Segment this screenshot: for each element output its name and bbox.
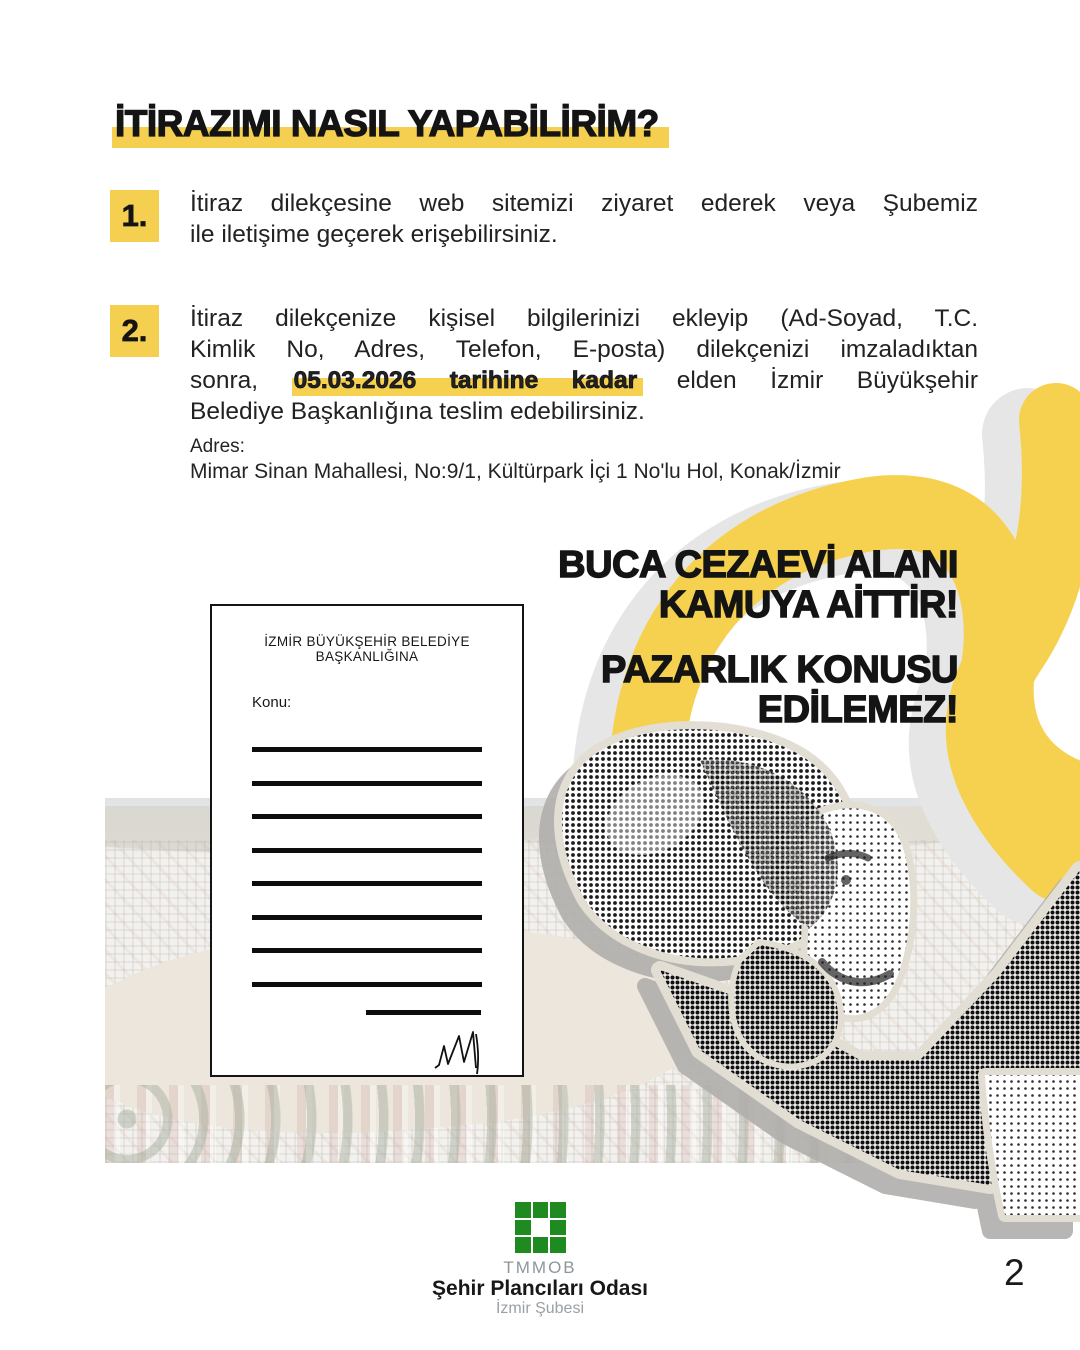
org-name: Şehir Plancıları Odası: [432, 1277, 648, 1300]
petition-signature-line: [366, 1010, 481, 1015]
slogan-line-1: BUCA CEZAEVİ ALANI: [558, 544, 958, 586]
address-value: Mimar Sinan Mahallesi, No:9/1, Kültürpark İçi 1 No'lu Hol, Konak/İzmir: [190, 460, 841, 483]
petition-line: [252, 915, 482, 920]
petition-document: [210, 604, 524, 1077]
petition-line: [252, 814, 482, 819]
petition-line: [252, 881, 482, 886]
address-label: Adres:: [190, 436, 245, 457]
signature-icon: [432, 1028, 484, 1076]
step-1-number-badge: 1.: [110, 190, 159, 242]
slogan-line-4: EDİLEMEZ!: [757, 689, 958, 731]
petition-line: [252, 848, 482, 853]
slogan-line-2: KAMUYA AİTTİR!: [658, 584, 958, 626]
petition-writing-lines: [252, 747, 482, 987]
step-1-text: İtiraz dilekçesine web sitemizi ziyaret ederek veya Şubemiz ile iletişime geçerek erişebilirsiniz.: [190, 190, 978, 248]
petition-line: [252, 747, 482, 752]
person-sleeve: [985, 1075, 1080, 1215]
org-branch: İzmir Şubesi: [495, 1300, 585, 1317]
step-2-number-badge: 2.: [110, 305, 159, 357]
highlighted-deadline: 05.03.2026 tarihine kadar: [292, 367, 644, 396]
petition-line: [252, 781, 482, 786]
petition-line: [252, 948, 482, 953]
slogan-line-3: PAZARLIK KONUSU: [600, 649, 958, 691]
petition-header: İZMİR BÜYÜKŞEHİR BELEDİYE BAŞKANLIĞINA: [264, 634, 470, 664]
step-2-text: İtiraz dilekçenize kişisel bilgilerinizi ekleyip (Ad-Soyad, T.C. Kimlik No, Adres, Telefon, E-posta) dilekçenizi imzaladıktan sonra, 05.03.2026 tarihine kadar elden İzmir Büyükşehir Belediye Başkanlığına teslim edebilirsiniz.: [190, 305, 978, 425]
page-title-text: İTİRAZIMI NASIL YAPABİLİRİM?: [112, 103, 669, 148]
petition-subject-label: Konu:: [252, 694, 292, 711]
tmmob-logo-icon: [515, 1202, 566, 1253]
page-number: 2: [1004, 1252, 1025, 1293]
petition-line: [252, 982, 482, 987]
org-acronym: TMMOB: [503, 1258, 577, 1277]
